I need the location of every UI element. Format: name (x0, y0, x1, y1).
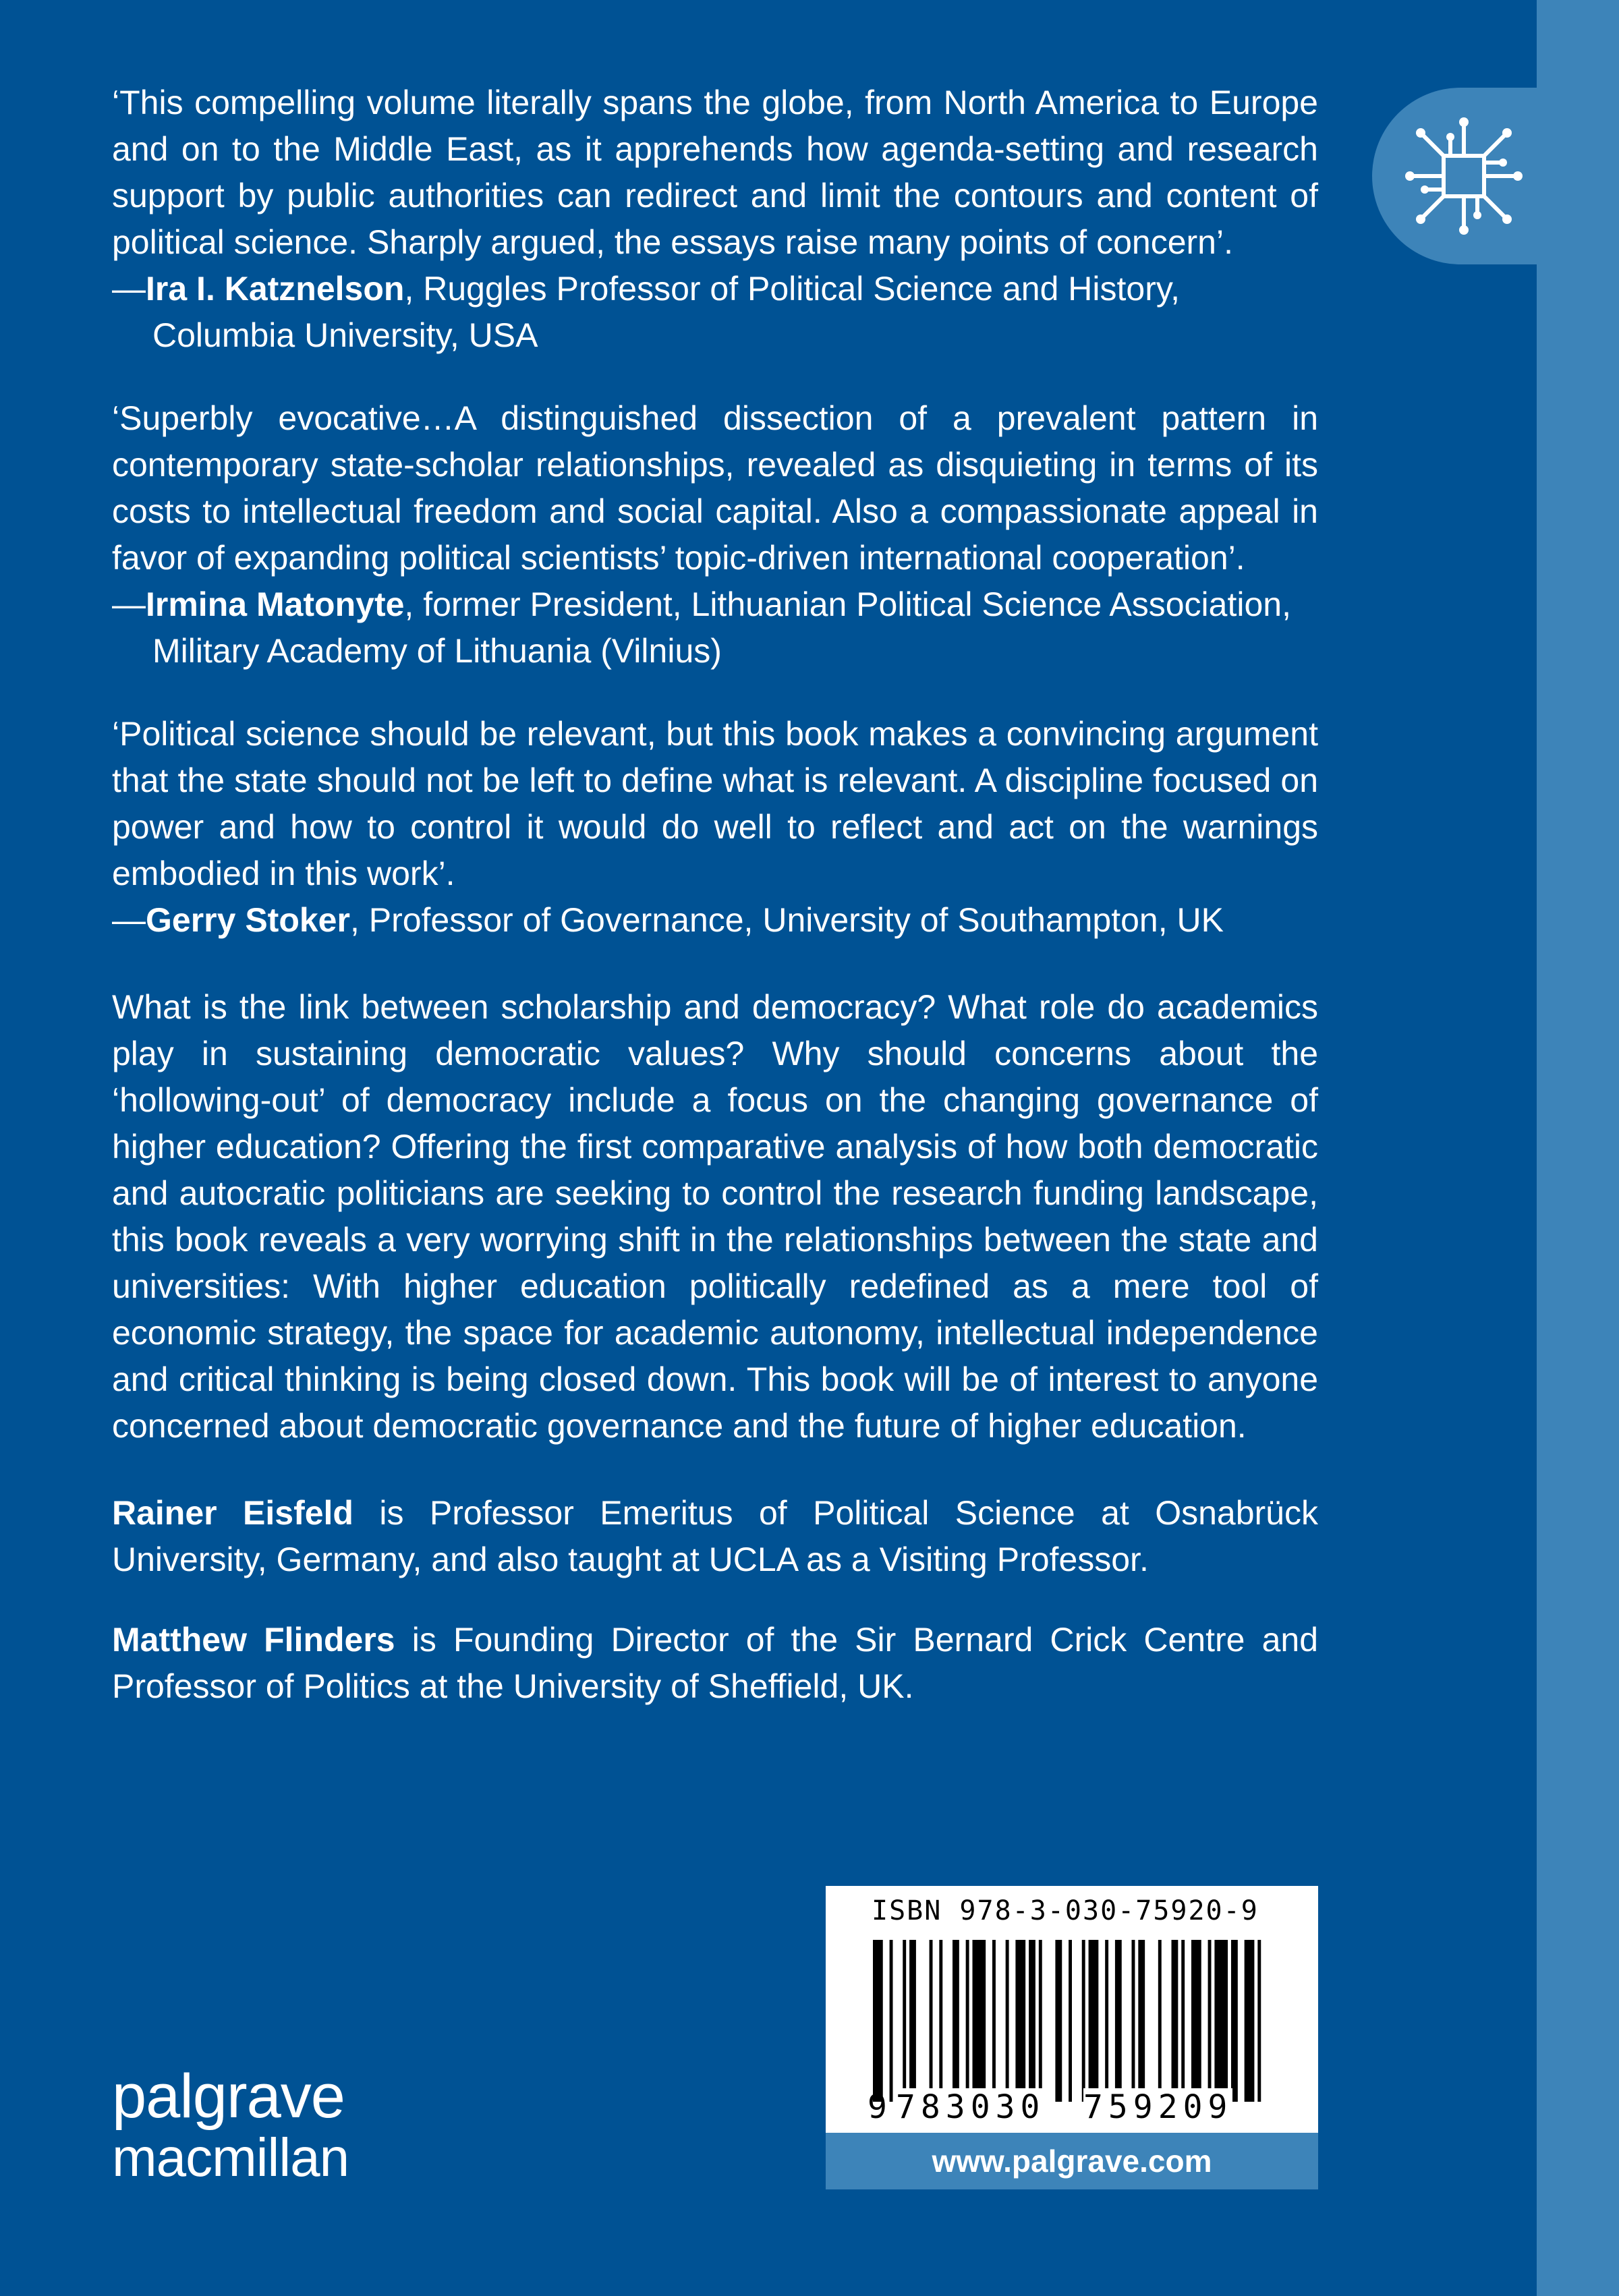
barcode-bar (1115, 1940, 1122, 2102)
quote-3 (112, 711, 1318, 944)
barcode-bar (992, 1940, 996, 2102)
publisher-logo (112, 2064, 349, 2187)
quote-2 (112, 395, 1318, 675)
quote-1 (112, 80, 1318, 359)
quote-text: ‘Superbly evocative…A distinguished dissection of a prevalent pattern in contemporary state-scholar relationships, revealed as disquieting in terms of its costs to intellectual freedom and social capital. Also a compassionate appeal in favor of expanding political scientists’ topic-driven international cooperation’. (112, 399, 1318, 577)
em-dash: — (112, 270, 146, 308)
barcode-bar (890, 1940, 893, 2102)
barcode-bar (939, 1940, 942, 2102)
barcode-bar (873, 1940, 883, 2102)
bio-name: Matthew Flinders (112, 1621, 395, 1659)
barcode-bar (1105, 1940, 1108, 2102)
barcode-digits-group2: 759209 (1083, 2088, 1233, 2126)
barcode-bar (1015, 1940, 1025, 2102)
book-description: What is the link between scholarship and democracy? What role do academics play in sustaining democratic values? Why should concerns about the ‘hollowing-out’ of democracy include a focus on the changing governance of higher education? Offering the first comparative analysis of how both democratic and autocratic politicians are seeking to control the research funding landscape, this book reveals a very worrying shift in the relationships between the state and universities: With higher education politically redefined as a mere tool of economic strategy, the space for academic autonomy, intellectual independence and critical thinking is being closed down. This book will be of interest to anyone concerned about democratic governance and the future of higher education. (112, 988, 1318, 1445)
barcode-bar (1257, 1940, 1261, 2102)
quote-affiliation-line2: Military Academy of Lithuania (Vilnius) (152, 632, 722, 670)
quote-attribution (112, 581, 1318, 628)
quote-affiliation: , former President, Lithuanian Political Science Association, (404, 585, 1291, 623)
barcode-bar (973, 1940, 986, 2102)
barcode-bar (1214, 1940, 1228, 2102)
barcode-bar (1191, 1940, 1201, 2102)
spine-strip (1537, 0, 1619, 2296)
em-dash: — (112, 901, 146, 939)
cover-text (112, 80, 1318, 1731)
barcode-bar (1158, 1940, 1162, 2102)
barcode-digit-first: 9 (868, 2088, 887, 2126)
barcode-bar (1245, 1940, 1255, 2102)
quote-text: ‘Political science should be relevant, but this book makes a convincing argument that the state should not be left to define what is relevant. A discipline focused on power and how to control it would do well to reflect and act on the warnings embodied in this work’. (112, 715, 1318, 892)
publisher-url: www.palgrave.com (826, 2133, 1318, 2189)
quote-text: ‘This compelling volume literally spans the globe, from North America to Europe and on to the Middle East, as it apprehends how agenda-setting and research support by public authorities can redirect and limit the contours and content of political science. Sharply argued, the essays raise many points of concern’. (112, 84, 1318, 261)
barcode-bar (1029, 1940, 1035, 2102)
barcode-bar (1231, 1940, 1238, 2102)
barcode-bar (953, 1940, 959, 2102)
barcode-bar (909, 1940, 916, 2102)
quote-author: Irmina Matonyte (146, 585, 405, 623)
barcode-bar (1132, 1940, 1135, 2102)
barcode-bar (1055, 1940, 1062, 2102)
quote-affiliation-line2: Columbia University, USA (152, 316, 538, 354)
em-dash: — (112, 585, 146, 623)
quote-author: Ira I. Katznelson (146, 270, 405, 308)
quote-affiliation: , Ruggles Professor of Political Science and History, (404, 270, 1181, 308)
bio-name: Rainer Eisfeld (112, 1494, 353, 1532)
barcode-bar (930, 1940, 933, 2102)
isbn-label: ISBN 978-3-030-75920-9 (872, 1895, 1259, 1926)
barcode-bar (966, 1940, 969, 2102)
barcode-bar (1138, 1940, 1145, 2102)
quote-attribution (112, 897, 1318, 944)
barcode-bar (1089, 1940, 1099, 2102)
author-bio-1 (112, 1490, 1318, 1583)
quote-attribution (112, 266, 1318, 312)
bio-text: is Professor Emeritus of Political Science at Osnabrück University, Germany, and also taught at UCLA as a Visiting Professor. (112, 1494, 1318, 1578)
barcode-bar (1069, 1940, 1072, 2102)
barcode-bar (903, 1940, 906, 2102)
barcode-bar (1172, 1940, 1178, 2102)
springer-network-emblem-icon (1399, 111, 1529, 241)
barcode-bars (873, 1940, 1271, 2102)
barcode-bar (1181, 1940, 1185, 2102)
publisher-logo-line2: macmillan (112, 2127, 349, 2187)
author-bio-2 (112, 1617, 1318, 1710)
publisher-logo-line1: palgrave (112, 2062, 345, 2131)
barcode-bar (1208, 1940, 1212, 2102)
barcode-digits-group1: 783030 (896, 2088, 1046, 2126)
barcode-bar (1006, 1940, 1009, 2102)
quote-author: Gerry Stoker (146, 901, 350, 939)
barcode-digits (870, 2088, 1282, 2129)
barcode-bar (1082, 1940, 1085, 2102)
quote-affiliation: , Professor of Governance, University of Southampton, UK (349, 901, 1224, 939)
barcode-bar (1039, 1940, 1042, 2102)
bio-text: is Founding Director of the Sir Bernard Crick Centre and Professor of Politics at the University of Sheffield, UK. (112, 1621, 1318, 1705)
